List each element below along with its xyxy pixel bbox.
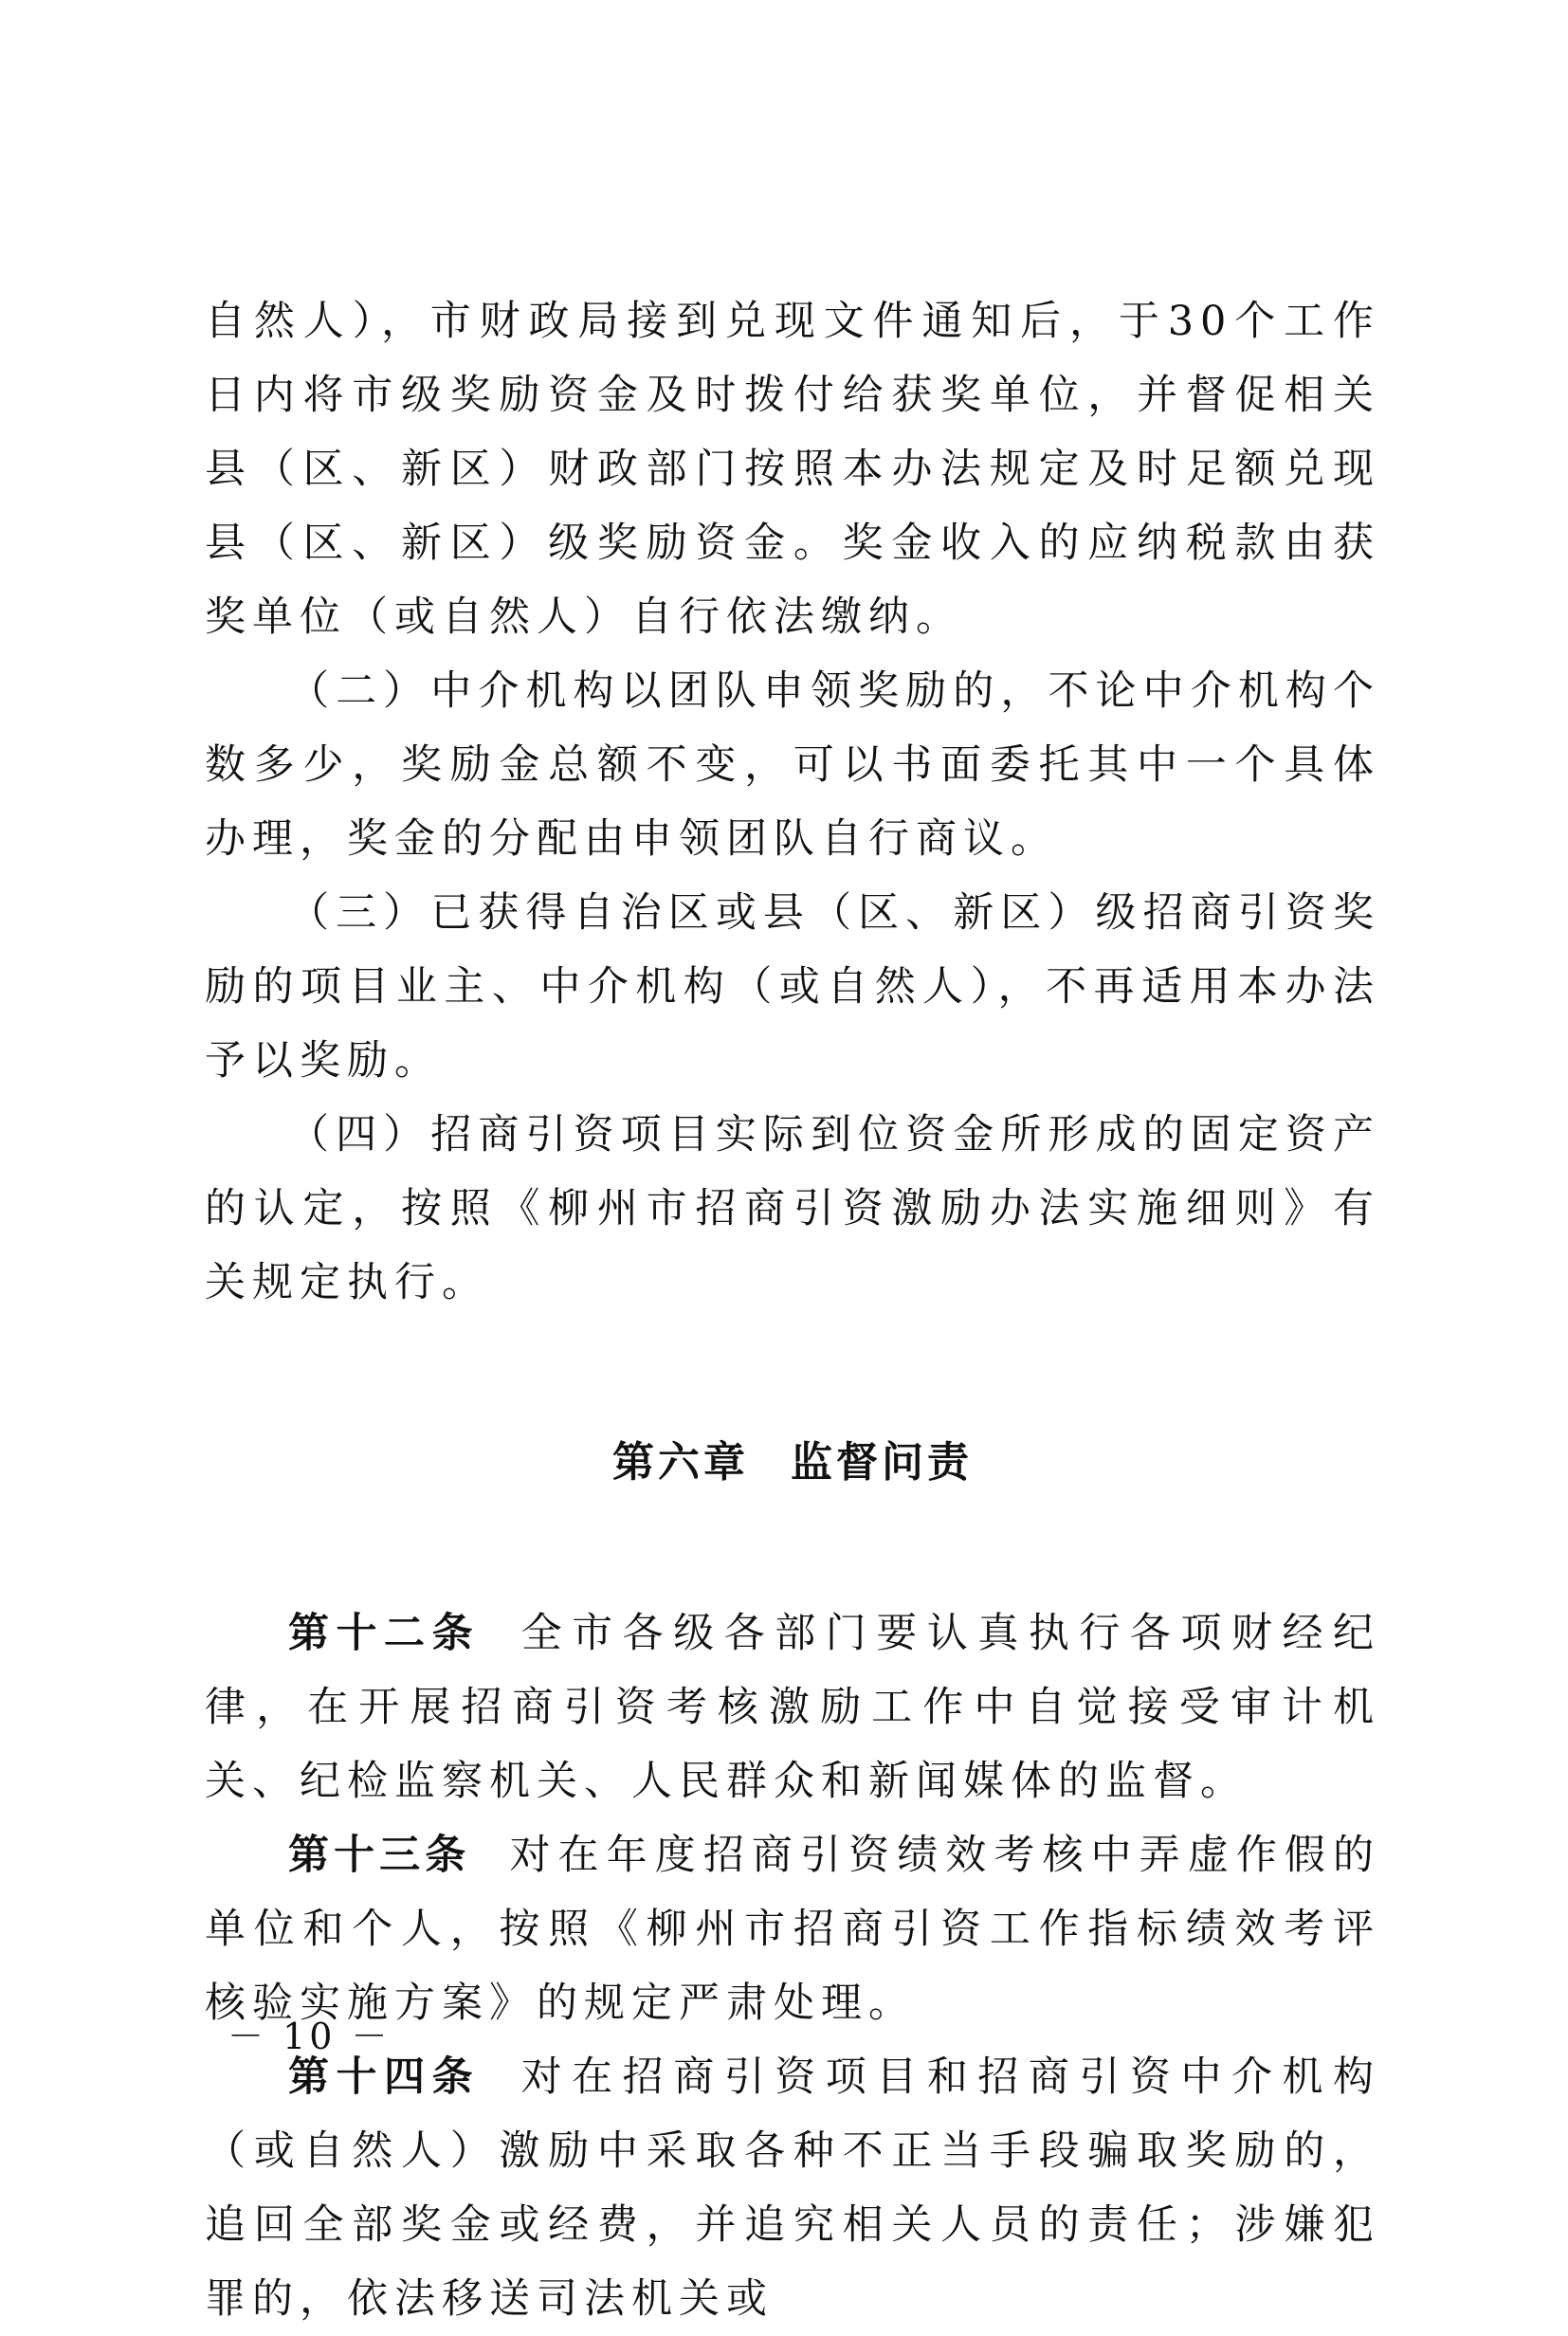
article-13-title: 第十三条	[288, 1832, 471, 1879]
article-14	[205, 2040, 1380, 2336]
paragraph-item-2: （二）中介机构以团队申领奖励的，不论中介机构个数多少，奖励金总额不变，可以书面委托其中一个具体办理，奖金的分配由申领团队自行商议。	[205, 667, 1380, 863]
chapter-number: 第六章	[612, 1438, 749, 1487]
article-12-title: 第十二条	[288, 1610, 481, 1657]
article-12	[205, 1597, 1380, 1818]
chapter-heading	[205, 1426, 1380, 1500]
paragraph-item-3: （三）已获得自治区或县（区、新区）级招商引资奖励的项目业主、中介机构（或自然人），不再适用本办法予以奖励。	[205, 889, 1380, 1085]
page-number: － 10 －	[228, 2016, 392, 2057]
article-13-text: 对在年度招商引资绩效考核中弄虚作假的单位和个人，按照《柳州市招商引资工作指标绩效考评核验实施方案》的规定严肃处理。	[205, 1832, 1381, 2027]
paragraph-item-4: （四）招商引资项目实际到位资金所形成的固定资产的认定，按照《柳州市招商引资激励办法实施细则》有关规定执行。	[205, 1111, 1380, 1306]
paragraph-continuation: 自然人），市财政局接到兑现文件通知后，于30个工作日内将市级奖励资金及时拨付给获奖单位，并督促相关县（区、新区）财政部门按照本办法规定及时足额兑现县（区、新区）级奖励资金。奖金收入的应纳税款由获奖单位（或自然人）自行依法缴纳。	[205, 298, 1380, 641]
chapter-title: 监督问责	[791, 1438, 973, 1487]
article-14-title: 第十四条	[288, 2053, 481, 2101]
article-12-text: 全市各级各部门要认真执行各项财经纪律，在开展招商引资考核激励工作中自觉接受审计机关、纪检监察机关、人民群众和新闻媒体的监督。	[205, 1610, 1381, 1805]
article-14-text: 对在招商引资项目和招商引资中介机构（或自然人）激励中采取各种不正当手段骗取奖励的，追回全部奖金或经费，并追究相关人员的责任；涉嫌犯罪的，依法移送司法机关或	[205, 2053, 1381, 2323]
